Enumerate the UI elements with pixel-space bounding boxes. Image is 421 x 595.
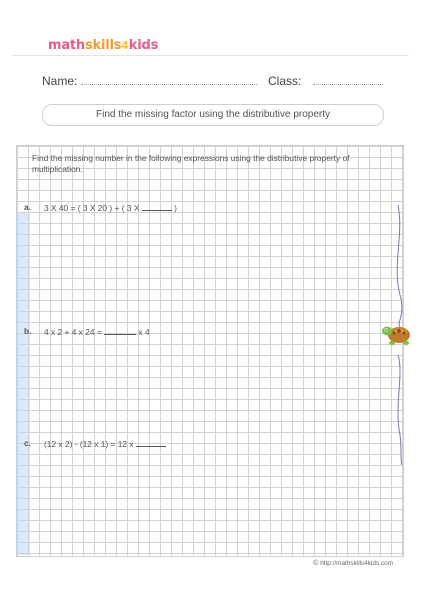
question-letter: a. (24, 202, 31, 212)
question-c (24, 438, 166, 449)
answer-blank[interactable] (136, 438, 166, 447)
turtle-mascot-icon (380, 318, 414, 348)
question-letter: b. (24, 326, 32, 336)
footer-url[interactable]: http://mathskills4kids.com (320, 560, 393, 567)
instructions-text: Find the missing number in the following expressions using the distributive property of multiplication. (32, 153, 350, 174)
logo-text-skills: skills (85, 38, 122, 53)
worksheet-title: Find the missing factor using the distributive property (42, 104, 384, 126)
question-expression-end: x 4 (138, 327, 150, 337)
brand-logo (48, 38, 158, 53)
margin-strip (16, 212, 30, 555)
logo-number: 4 (121, 39, 129, 52)
question-letter: c. (24, 438, 31, 448)
name-label: Name: (42, 74, 78, 88)
header-divider (12, 55, 409, 56)
copyright-icon: © (313, 560, 319, 567)
name-blank-line[interactable] (81, 74, 257, 85)
question-expression: 3 X 40 = ( 3 X 20 ) + ( 3 X (44, 203, 140, 213)
question-b (24, 326, 150, 337)
class-label: Class: (268, 74, 302, 88)
answer-blank[interactable] (142, 202, 172, 211)
name-field (42, 74, 257, 88)
question-expression: 4 x 2 + 4 x 24 = (44, 327, 102, 337)
class-field (268, 74, 383, 88)
logo-text-math: math (48, 38, 85, 53)
class-blank-line[interactable] (313, 74, 383, 85)
answer-blank[interactable] (104, 326, 136, 335)
footer-credit (313, 560, 393, 567)
question-expression-end: ) (174, 203, 177, 213)
question-expression: (12 x 2) - (12 x 1) = 12 x (44, 439, 134, 449)
logo-text-kids: kids (128, 38, 159, 53)
question-a (24, 202, 177, 213)
